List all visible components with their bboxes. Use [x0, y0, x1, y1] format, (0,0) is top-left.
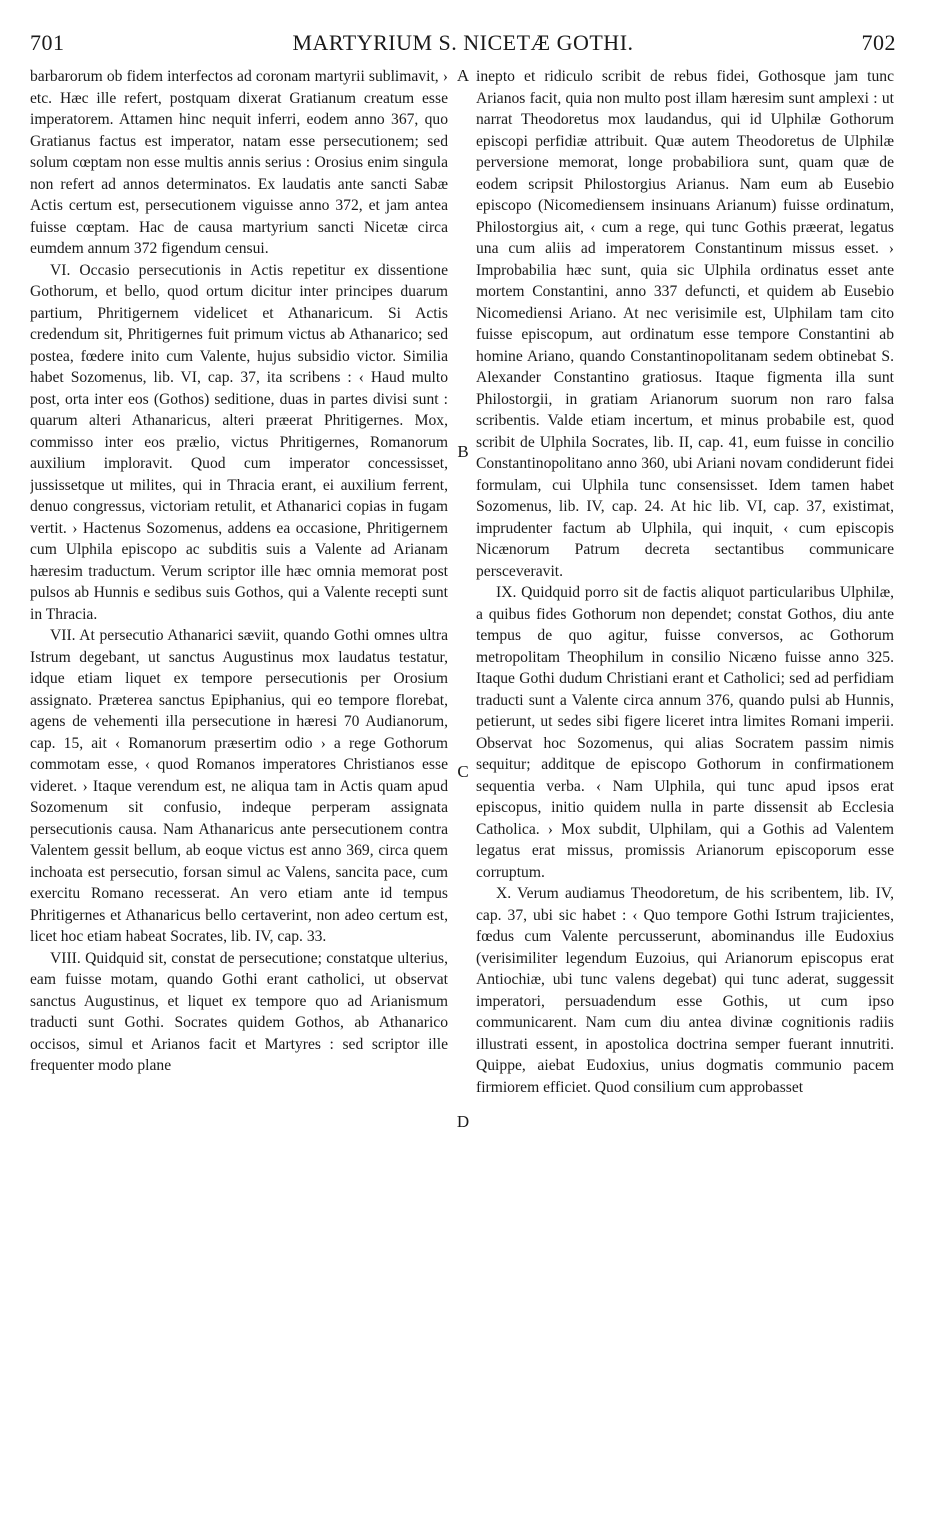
section-marker-d: D	[456, 1112, 470, 1131]
paragraph-continuation-right: inepto et ridiculo scribit de rebus fidei, Gothosque jam tunc Arianos facit, quia non multo post illam hæresim sunt amplexi : ut narrat Theodoretus mox laudandus, qui id Ulphilæ Gothorum episcopi perfidiæ attribuit. Quæ autem Theodoretus de Ulphilæ perversione memorat, longe probabiliora sunt, quam quæ de eodem scripsit Philostorgius Arianus. Nam eum ab Eusebio episcopo (Nicomediensem insinuans Arianum) fuisse ordinatum, Philostorgius ait, ‹ cum a rege, qui tunc Gothis præerat, legatus una cum aliis ad imperatorem Constantinum missus esset. › Improbabilia hæc sunt, quia sic Ulphila ordinatus esset ante mortem Constantini, anno 337 defuncti, et quidem ab Eusebio Nicomediensi Ariano. At nec verisimile est, Ulphilam tam cito fuisse episcopum, aut ordinatum esse tempore Constantini ab homine Ariano, quando Constantinopolitanam sedem obtinebat S. Alexander Constantino gratiosus. Itaque figmenta illa sunt Philostorgii, in gratiam Arianorum suorum non raro falsa scribentis. Valde etiam incertum, et minus probabile est, quod scribit de Ulphila Socrates, lib. II, cap. 41, eum fuisse in concilio Constantinopolitano anno 360, ubi Ariani novam condiderunt fidei formulam, cui Ulphila tunc consensisset. Idem tamen habet Sozomenus, lib. IV, cap. 24. At hic lib. VI, cap. 37, existimat, imprudenter factum ab Ulphila, qui inquit, ‹ cum episcopis Nicænorum Patrum decreta sectantibus communicare persceveravit.	[476, 68, 894, 580]
paragraph-vi: VI. Occasio persecutionis in Actis repetitur ex dissentione Gothorum, et bello, quod ortum dicitur inter principes duarum partium, Phritigernem videlicet et Athanaricum. Si Actis credendum sit, Phritigernes fuit primum victus ab Athanarico; sed postea, fœdere inito cum Valente, hujus subsidio victor. Similia habet Sozomenus, lib. VI, cap. 37, ita scribens : ‹ Haud multo post, orta inter eos (Gothos) seditione, duas in partes divisi sunt : quarum alteri Athanaricus, alteri præerat Phritigernes. Mox, commisso inter eos prælio, victus Phritigernes, Romanorum auxilium imploravit. Quod cum imperator concessisset, jussissetque ut milites, qui in Thracia erant, ei auxilium ferrent, denuo congressus, victoriam retulit, et Athanarici copias in fugam vertit. › Hactenus Sozomenus, addens ea occasione, Phritigernem cum Ulphila episcopo ac subditis suis a Valente ad Arianam hæresim traductum. Verum scriptor ille hæc omnia memorat post pulsos ab Hunnis e sedibus suis Gothos, qui a Valente recepti sunt in Thracia.	[30, 261, 448, 623]
running-title: MARTYRIUM S. NICETÆ GOTHI.	[292, 30, 634, 55]
section-marker-c: C	[457, 762, 469, 781]
page-number-right: 702	[861, 30, 896, 55]
page-number-left: 701	[30, 30, 65, 55]
section-marker-a: A	[456, 66, 470, 85]
left-column	[30, 66, 448, 1526]
paragraph-x: X. Verum audiamus Theodoretum, de his scribentem, lib. IV, cap. 37, ubi sic habet : ‹ Quo tempore Gothi Istrum trajicientes, fœdus cum Valente percusserunt, abominandus ille Eudoxius (verisimiliter legendum Euzoius, qui Arianorum episcopus erat Antiochiæ, ubi tunc valens degebat) qui tunc aderat, suggessit imperatori, persuadendum esse Gothis, ut cum ipso communicarent. Nam cum diu antea divinæ cognitionis radiis illustrati essent, in apostolica doctrina semper fuerant innutriti. Quippe, aiebat Eudoxius, unius dogmatis communio pacem firmiorem efficiet. Quod consilium cum approbasset	[476, 885, 894, 1096]
right-column	[476, 66, 894, 1526]
page-header	[30, 30, 896, 64]
section-marker-b: B	[457, 442, 469, 461]
paragraph-continuation: barbarorum ob fidem interfectos ad coronam martyrii sublimavit, › etc. Hæc ille refert, postquam dixerat Gratianum creatum esse imperatorem. Attamen hinc nequit inferri, eodem anno 367, quo Gratianus factus est imperator, natam esse persecutionem; sed solum cœptam non esse multis annis serius : Orosius enim singula non refert ad annos determinatos. Ex laudatis ante sancti Sabæ Actis certum est, persecutionem viguisse anno 372, et jam antea fuisse cœptam. Hac de causa martyrium sancti Nicetæ circa eumdem annum 372 figendum censui.	[30, 68, 448, 257]
paragraph-ix: IX. Quidquid porro sit de factis aliquot particularibus Ulphilæ, a quibus fides Gothorum non dependet; constat Gothos, diu ante tempus de quo agitur, fuisse conversos, ac Gothorum metropolitam Theophilum in consilio Nicæno fuisse anno 325. Itaque Gothi dudum Christiani erant et Catholici; sed ad perfidiam traducti sunt a Valente circa annum 376, quando pulsi ab Hunnis, petierunt, ut sedes sibi figere liceret intra limites Romani imperii. Observat hoc Sozomenus, qui alias Socratem passim nimis sequitur; additque de episcopo Gothorum in confirmationem sequentia verba. ‹ Nam Ulphila, qui tunc apud ipsos erat episcopus, initio quidem nulla in parte dissensit ab Ecclesia Catholica. › Mox subdit, Ulphilam, qui a Gothis ad Valentem legatus erat missus, promissis Arianorum episcoporum esse corruptum.	[476, 584, 894, 881]
paragraph-vii: VII. At persecutio Athanarici sæviit, quando Gothi omnes ultra Istrum degebant, ut sanctus Augustinus mox laudatus testatur, idque etiam liquet ex tempore persecutionis per Orosium assignato. Præterea sanctus Epiphanius, qui eo tempore florebat, agens de vehementi illa persecutione in hæresi 70 Audianorum, cap. 15, ait ‹ Romanorum præsertim odio › a rege Gothorum commotam esse, ‹ quod Romanos imperatores Christianos esse videret. › Itaque verendum est, ne aliqua tam in Actis quam apud Sozomenum sit confusio, indeque perperam assignata persecutionis causa. Nam Athanaricus ante persecutionem contra Valentem gessit bellum, ab eoque victus est anno 369, circa quem inchoata est persecutio, forsan simul ac Valens, sancita pace, cum exercitu Romano recesserat. An vero etiam ante id tempus Phritigernes et Athanaricus bello certaverint, non adeo certum est, licet hoc etiam habeat Socrates, lib. IV, cap. 33.	[30, 627, 448, 945]
paragraph-viii: VIII. Quidquid sit, constat de persecutione; constatque ulterius, eam fuisse motam, quando Gothi erant catholici, ut observat sanctus Augustinus, et liquet ex tempore quo ad Arianismum traducti sunt Gothi. Socrates quidem Gothos, ab Athanarico occisos, simul et Arianos facit et Martyres : sed scriptor ille frequenter modo plane	[30, 949, 448, 1074]
